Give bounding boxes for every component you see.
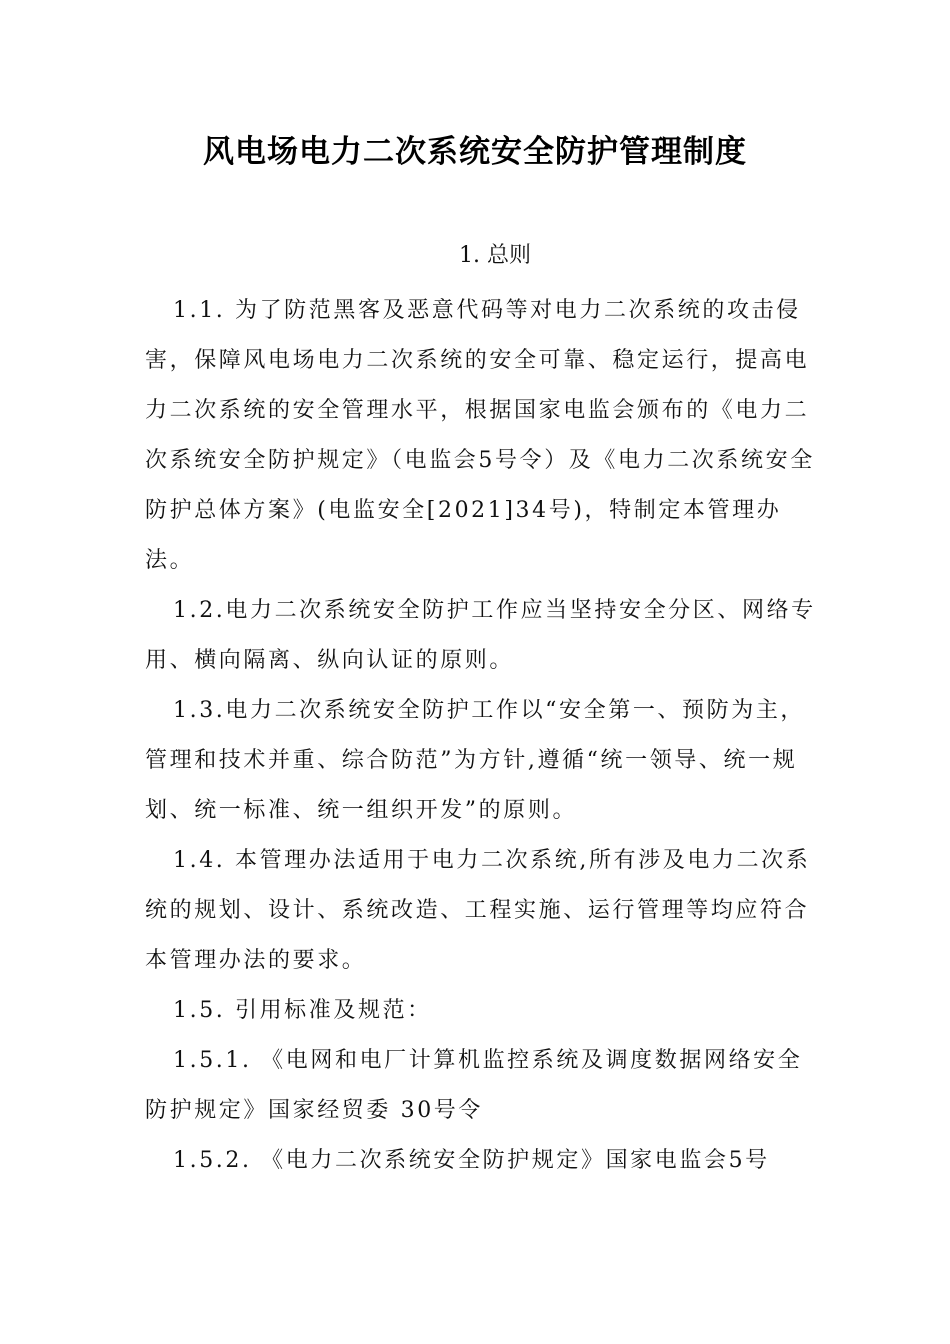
section-heading: 1. 总则 — [459, 243, 531, 268]
paragraph: 1.2.电力二次系统安全防护工作应当坚持安全分区、网络专用、横向隔离、纵向认证的原则。 — [145, 598, 816, 673]
paragraph: 1.5. 引用标准及规范： — [173, 998, 432, 1023]
paragraph: 1.1. 为了防范黑客及恶意代码等对电力二次系统的攻击侵害，保障风电场电力二次系统的安全可靠、稳定运行，提高电力二次系统的安全管理水平，根据国家电监会颁布的《电力二次系统安全防护规定》（电监会5号令）及《电力二次系统安全防护总体方案》(电监安全[2021]34号)，特制定本管理办法。 — [145, 298, 815, 573]
document-title: 风电场电力二次系统安全防护管理制度 — [203, 134, 747, 170]
paragraph: 1.5.1. 《电网和电厂计算机监控系统及调度数据网络安全防护规定》国家经贸委 30号令 — [145, 1048, 803, 1123]
paragraph: 1.3.电力二次系统安全防护工作以“安全第一、预防为主，管理和技术并重、综合防范”为方针,遵循“统一领导、统一规划、统一标准、统一组织开发”的原则。 — [145, 698, 806, 823]
paragraph: 1.5.2. 《电力二次系统安全防护规定》国家电监会5号 — [173, 1148, 770, 1173]
document-body — [145, 286, 825, 1186]
paragraph: 1.4. 本管理办法适用于电力二次系统,所有涉及电力二次系统的规划、设计、系统改造、工程实施、运行管理等均应符合本管理办法的要求。 — [145, 848, 811, 973]
